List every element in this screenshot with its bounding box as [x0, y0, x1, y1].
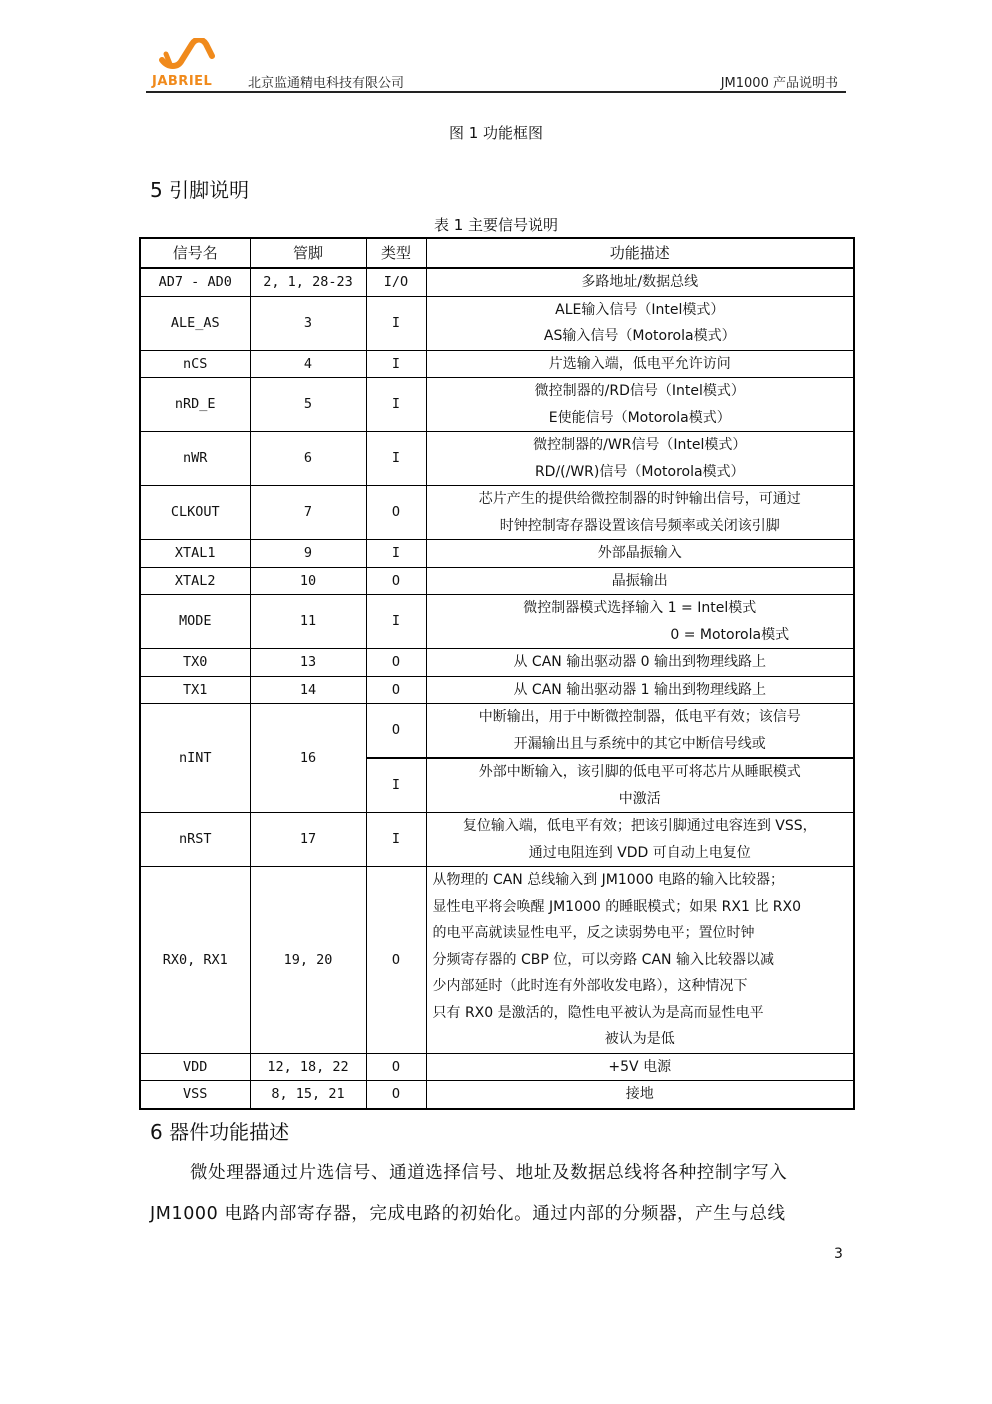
function-desc	[426, 676, 854, 704]
function-desc	[426, 567, 854, 595]
signal-name: TX1	[140, 676, 250, 704]
desc-line: 通过电阻连到 VDD 可自动上电复位	[528, 844, 751, 861]
pin-number: 11	[250, 595, 366, 649]
desc-line: RD/(/WR)信号（Motorola模式）	[534, 463, 745, 480]
signal-name: RX0, RX1	[140, 867, 250, 1054]
function-desc	[426, 486, 854, 540]
desc-line: 中断输出，用于中断微控制器，低电平有效；该信号	[478, 709, 801, 725]
signal-type: O	[366, 704, 426, 759]
desc-line: 从物理的 CAN 总线输入到 JM1000 电路的输入比较器；	[432, 872, 784, 888]
body-paragraph-line: 微处理器通过片选信号、通道选择信号、地址及数据总线将各种控制字写入	[190, 1163, 788, 1183]
desc-line: 中激活	[618, 790, 661, 807]
signal-type: O	[366, 676, 426, 704]
signal-name: nWR	[140, 432, 250, 486]
desc-line: 微控制器的/RD信号（Intel模式）	[534, 383, 745, 399]
pin-number: 19, 20	[250, 867, 366, 1054]
signal-type: O	[366, 1053, 426, 1081]
signal-name: nRST	[140, 813, 250, 867]
table-row	[140, 813, 854, 867]
signal-name: nINT	[140, 704, 250, 813]
desc-line: 片选输入端，低电平允许访问	[548, 355, 731, 372]
desc-line: 只有 RX0 是激活的，隐性电平被认为是高而显性电平	[432, 1004, 764, 1021]
signal-type: I	[366, 432, 426, 486]
desc-line: 被认为是低	[604, 1031, 675, 1047]
pin-number: 5	[250, 378, 366, 432]
signal-name: XTAL1	[140, 540, 250, 568]
signal-name: XTAL2	[140, 567, 250, 595]
figure-caption: 图 1 功能框图	[448, 124, 544, 142]
desc-line: E使能信号（Motorola模式）	[548, 409, 731, 426]
desc-line: 显性电平将会唤醒 JM1000 的睡眠模式；如果 RX1 比 RX0	[432, 898, 802, 915]
desc-line: 开漏输出且与系统中的其它中断信号线或	[513, 735, 766, 752]
signal-name: ALE_AS	[140, 296, 250, 350]
pin-number: 16	[250, 704, 366, 813]
signal-type: I	[366, 813, 426, 867]
pin-number: 17	[250, 813, 366, 867]
desc-line: 从 CAN 输出驱动器 1 输出到物理线路上	[513, 681, 767, 698]
table-row	[140, 540, 854, 568]
table-row	[140, 378, 854, 432]
signal-type: I	[366, 595, 426, 649]
signal-name: MODE	[140, 595, 250, 649]
signal-type: I	[366, 378, 426, 432]
function-desc	[426, 350, 854, 378]
section-5-title: 5 引脚说明	[150, 178, 250, 202]
desc-line: 外部中断输入，该引脚的低电平可将芯片从睡眠模式	[478, 764, 801, 780]
pin-number: 6	[250, 432, 366, 486]
signal-name: VSS	[140, 1081, 250, 1109]
logo-mark-icon	[158, 38, 216, 74]
pin-number: 14	[250, 676, 366, 704]
desc-line: 的电平高就读显性电平，反之读弱势电平；置位时钟	[432, 925, 755, 941]
table-row	[140, 676, 854, 704]
pin-number: 9	[250, 540, 366, 568]
signal-type: I/O	[366, 268, 426, 296]
table-row	[140, 567, 854, 595]
section-6-title: 6 器件功能描述	[150, 1120, 290, 1144]
function-desc: 接地	[426, 1081, 854, 1109]
signal-name: VDD	[140, 1053, 250, 1081]
col-header-type: 类型	[366, 238, 426, 268]
signal-type: I	[366, 350, 426, 378]
signal-type: O	[366, 1081, 426, 1109]
signal-name: CLKOUT	[140, 486, 250, 540]
desc-line: 0 = Motorola模式	[670, 626, 790, 643]
table-row	[140, 486, 854, 540]
pin-number: 3	[250, 296, 366, 350]
table-row	[140, 296, 854, 350]
pin-description-table	[139, 237, 855, 1110]
function-desc	[426, 813, 854, 867]
signal-name: AD7 - AD0	[140, 268, 250, 296]
desc-line: 外部晶振输入	[597, 545, 682, 561]
signal-type: O	[366, 567, 426, 595]
pin-number: 2, 1, 28-23	[250, 268, 366, 296]
pin-number: 7	[250, 486, 366, 540]
function-desc	[426, 595, 854, 649]
signal-type: I	[366, 296, 426, 350]
signal-name: nRD_E	[140, 378, 250, 432]
function-desc	[426, 378, 854, 432]
function-desc: +5V 电源	[426, 1053, 854, 1081]
desc-line: 分频寄存器的 CBP 位，可以旁路 CAN 输入比较器以减	[432, 951, 774, 968]
signal-name: TX0	[140, 649, 250, 677]
table-row	[140, 704, 854, 759]
desc-line: 复位输入端，低电平有效；把该引脚通过电容连到 VSS，	[462, 818, 817, 834]
pin-number: 8, 15, 21	[250, 1081, 366, 1109]
function-desc	[426, 649, 854, 677]
table-row	[140, 649, 854, 677]
desc-line: AS输入信号（Motorola模式）	[543, 328, 736, 344]
desc-line: 芯片产生的提供给微控制器的时钟输出信号，可通过	[478, 491, 801, 507]
col-header-function: 功能描述	[426, 238, 854, 268]
function-desc	[426, 296, 854, 350]
pin-number: 12, 18, 22	[250, 1053, 366, 1081]
pin-number: 10	[250, 567, 366, 595]
pin-number: 4	[250, 350, 366, 378]
desc-line: 微控制器的/WR信号（Intel模式）	[533, 437, 747, 453]
function-desc	[426, 704, 854, 759]
body-paragraph-line: JM1000 电路内部寄存器，完成电路的初始化。通过内部的分频器，产生与总线	[150, 1204, 786, 1224]
pin-number: 13	[250, 649, 366, 677]
function-desc	[426, 432, 854, 486]
function-desc	[426, 867, 854, 1054]
table-caption: 表 1 主要信号说明	[433, 216, 559, 234]
desc-line: 少内部延时（此时连有外部收发电路），这种情况下	[432, 978, 748, 994]
signal-type: O	[366, 486, 426, 540]
desc-line: 微控制器模式选择输入 1 = Intel模式	[523, 600, 757, 616]
page-header	[146, 38, 846, 94]
document-title: JM1000 产品说明书	[720, 76, 838, 91]
signal-type: I	[366, 758, 426, 813]
signal-type: O	[366, 867, 426, 1054]
table-row	[140, 867, 854, 1054]
table-row	[140, 432, 854, 486]
logo-text: JABRIEL	[152, 74, 213, 89]
function-desc	[426, 758, 854, 813]
desc-line: ALE输入信号（Intel模式）	[555, 301, 725, 318]
col-header-signal: 信号名	[140, 238, 250, 268]
page-number: 3	[834, 1246, 843, 1262]
header-divider	[146, 91, 846, 93]
table-row	[140, 350, 854, 378]
table-row	[140, 1053, 854, 1081]
col-header-pin: 管脚	[250, 238, 366, 268]
function-desc	[426, 268, 854, 296]
table-header-row	[140, 238, 854, 268]
company-logo	[150, 38, 222, 90]
table-row	[140, 595, 854, 649]
desc-line: 从 CAN 输出驱动器 0 输出到物理线路上	[513, 654, 767, 670]
desc-line: 晶振输出	[611, 572, 668, 589]
table-row	[140, 1081, 854, 1109]
desc-line: 时钟控制寄存器设置该信号频率或关闭该引脚	[499, 517, 780, 534]
table-row	[140, 268, 854, 296]
desc-line: 多路地址/数据总线	[581, 274, 699, 290]
signal-type: O	[366, 649, 426, 677]
signal-type: I	[366, 540, 426, 568]
company-name: 北京监通精电科技有限公司	[248, 76, 405, 91]
signal-name: nCS	[140, 350, 250, 378]
function-desc	[426, 540, 854, 568]
